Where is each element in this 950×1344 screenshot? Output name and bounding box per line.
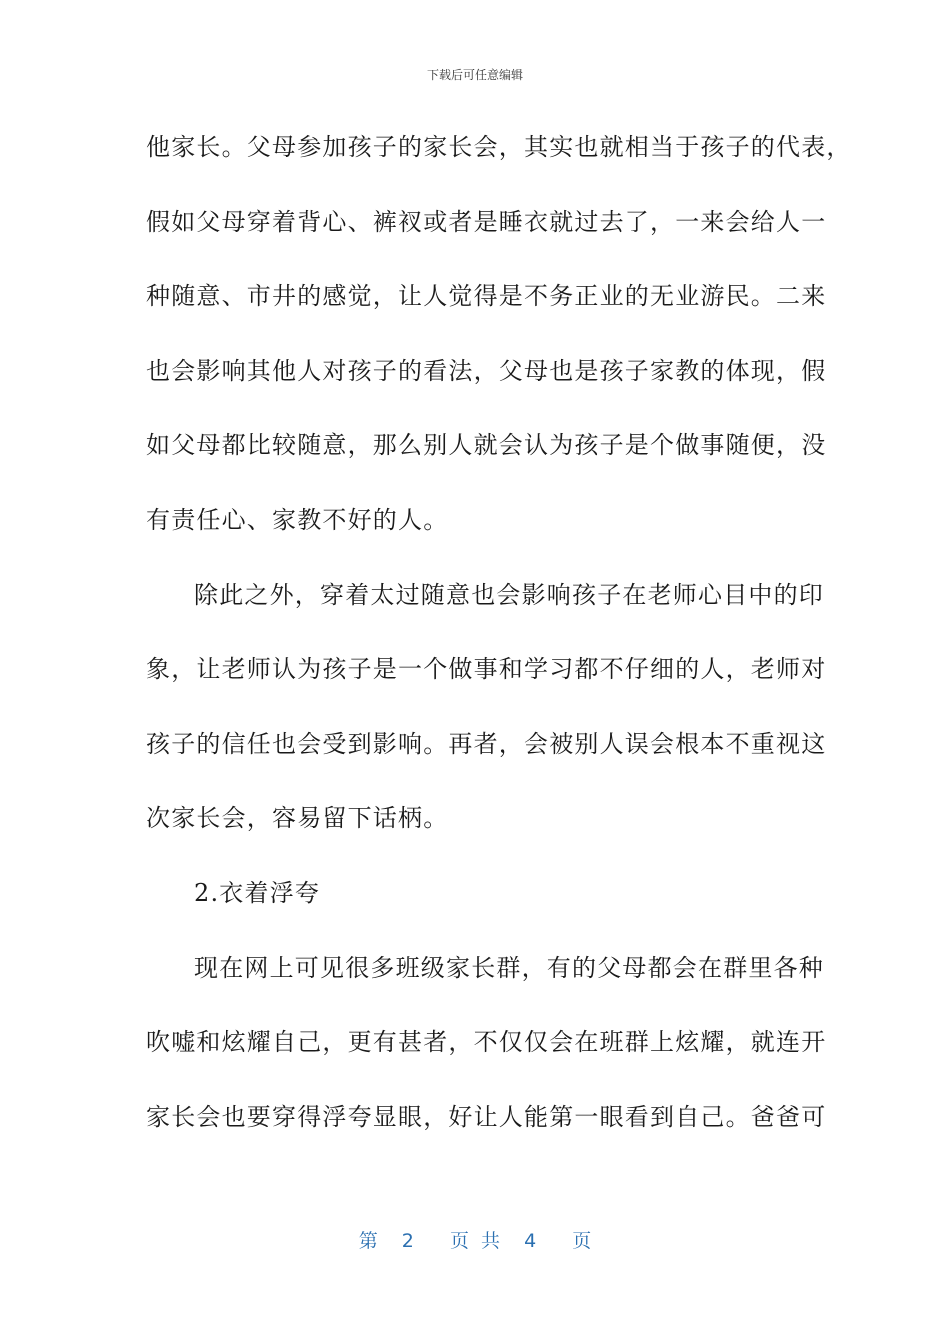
body-line-10: 次家长会，容易留下话柄。 (146, 804, 449, 833)
body-line-12: 现在网上可见很多班级家长群，有的父母都会在群里各种 (194, 953, 824, 982)
body-line-7: 除此之外，穿着太过随意也会影响孩子在老师心目中的印 (194, 580, 824, 609)
page-header-note: 下载后可任意编辑 (426, 68, 523, 82)
page-number-footer (0, 1226, 950, 1253)
section-heading: 2.衣着浮夸 (194, 878, 321, 907)
body-line-3: 种随意、市井的感觉，让人觉得是不务正业的无业游民。二来 (146, 282, 827, 311)
body-line-1: 他家长。父母参加孩子的家长会，其实也就相当于孩子的代表， (146, 133, 852, 161)
body-line-5: 如父母都比较随意，那么别人就会认为孩子是个做事随便，没 (146, 431, 827, 460)
page-number-text: 第 2 页 共 4 页 (358, 1230, 592, 1252)
body-line-13: 吹嘘和炫耀自己，更有甚者，不仅仅会在班群上炫耀，就连开 (146, 1028, 827, 1057)
body-line-8: 象，让老师认为孩子是一个做事和学习都不仔细的人，老师对 (146, 655, 827, 684)
body-line-6: 有责任心、家教不好的人。 (146, 505, 449, 534)
body-line-4: 也会影响其他人对孩子的看法，父母也是孩子家教的体现，假 (146, 356, 827, 385)
body-line-9: 孩子的信任也会受到影响。再者，会被别人误会根本不重视这 (146, 729, 827, 758)
body-line-2: 假如父母穿着背心、裤衩或者是睡衣就过去了，一来会给人一 (146, 207, 827, 236)
body-line-14: 家长会也要穿得浮夸显眼，好让人能第一眼看到自己。爸爸可 (146, 1102, 827, 1131)
document-body (146, 124, 852, 1168)
